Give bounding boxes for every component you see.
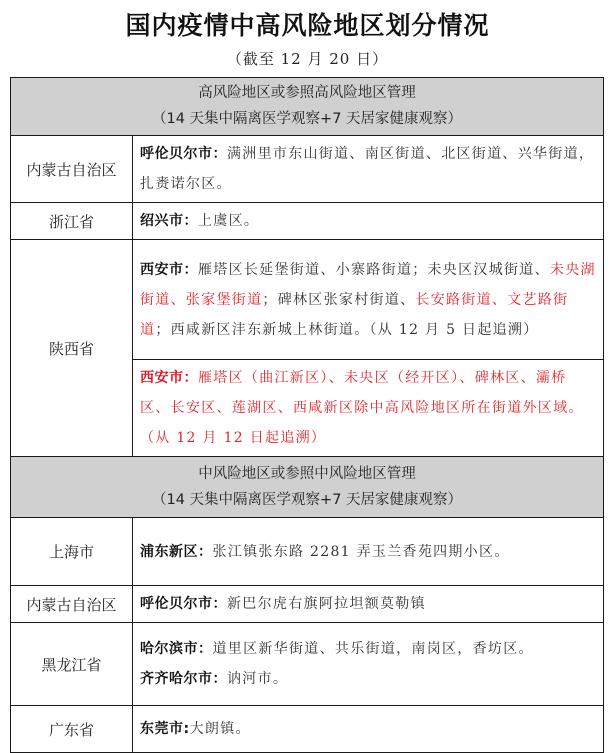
table-row xyxy=(11,203,604,240)
province-cell: 内蒙古自治区 xyxy=(11,586,133,623)
area-text-highlighted: 未央湖街道、张家堡街道 xyxy=(140,261,596,308)
area-text: 新巴尔虎右旗阿拉坦额莫勒镇 xyxy=(227,596,426,612)
table-row xyxy=(11,136,604,203)
section-header-medium-risk xyxy=(11,457,604,518)
area-text: 道里区新华街道、共乐街道，南岗区，香坊区。 xyxy=(212,641,534,657)
area-text: 满洲里市东山街道、南区街道、北区街道、兴华街道，扎赉诺尔区。 xyxy=(140,146,595,192)
table-row xyxy=(11,706,604,753)
area-detail-cell xyxy=(133,706,604,753)
area-detail-cell xyxy=(133,240,604,360)
area-text: 讷河市。 xyxy=(227,671,289,687)
area-text: ；西咸新区沣东新城上林街道。（从 12 月 5 日起追溯） xyxy=(155,321,539,338)
section-header-high-risk xyxy=(11,78,604,136)
city-label: 西安市： xyxy=(140,370,198,386)
area-text: ；碑林区张家村街道、 xyxy=(262,291,416,308)
area-text: 张江镇张东路 2281 弄玉兰香苑四期小区。 xyxy=(212,543,510,560)
area-detail-cell xyxy=(133,623,604,706)
table-row xyxy=(11,518,604,586)
province-cell: 上海市 xyxy=(11,518,133,586)
city-label: 齐齐哈尔市： xyxy=(140,671,227,687)
section-heading: 中风险地区或参照中风险地区管理 xyxy=(198,465,416,482)
area-text: 雁塔区（曲江新区）、未央区（经开区）、碑林区、灞桥区、长安区、莲湖区、西咸新区除中高风险地区所在街道外区域。（从 12 月 12 日起追溯） xyxy=(140,370,584,446)
area-text: 大朗镇。 xyxy=(189,721,251,737)
table-row xyxy=(11,240,604,360)
area-text: 雁塔区长延堡街道、小寨路街道；未央区汉城街道、 xyxy=(198,261,550,278)
province-cell: 陕西省 xyxy=(11,240,133,457)
area-detail-cell xyxy=(133,203,604,240)
province-cell: 浙江省 xyxy=(11,203,133,240)
page-title: 国内疫情中高风险地区划分情况 xyxy=(125,11,490,40)
area-detail-cell xyxy=(133,136,604,203)
section-heading: 高风险地区或参照高风险地区管理 xyxy=(198,85,416,101)
province-cell: 内蒙古自治区 xyxy=(11,136,133,203)
area-text-highlighted: 长安路街道、文艺路街道 xyxy=(140,291,569,338)
area-detail-cell-highlighted xyxy=(133,360,604,457)
table-row xyxy=(11,623,604,706)
province-cell: 广东省 xyxy=(11,706,133,753)
province-cell: 黑龙江省 xyxy=(11,623,133,706)
area-detail-cell xyxy=(133,586,604,623)
section-note: （14 天集中隔离医学观察+7 天居家健康观察） xyxy=(151,491,463,508)
city-label: 呼伦贝尔市： xyxy=(140,146,227,162)
city-label: 东莞市: xyxy=(140,721,190,737)
risk-area-table xyxy=(10,77,604,753)
table-row xyxy=(11,586,604,623)
page-subtitle-date: （截至 12 月 20 日） xyxy=(226,50,389,68)
city-label: 哈尔滨市： xyxy=(140,641,213,657)
area-detail-cell xyxy=(133,518,604,586)
section-note: （14 天集中隔离医学观察+7 天居家健康观察） xyxy=(151,111,463,127)
city-label: 绍兴市： xyxy=(140,213,198,229)
area-text: 上虞区。 xyxy=(198,213,260,229)
city-label: 浦东新区： xyxy=(140,543,213,560)
city-label: 呼伦贝尔市： xyxy=(140,596,227,612)
city-label: 西安市： xyxy=(140,261,198,278)
